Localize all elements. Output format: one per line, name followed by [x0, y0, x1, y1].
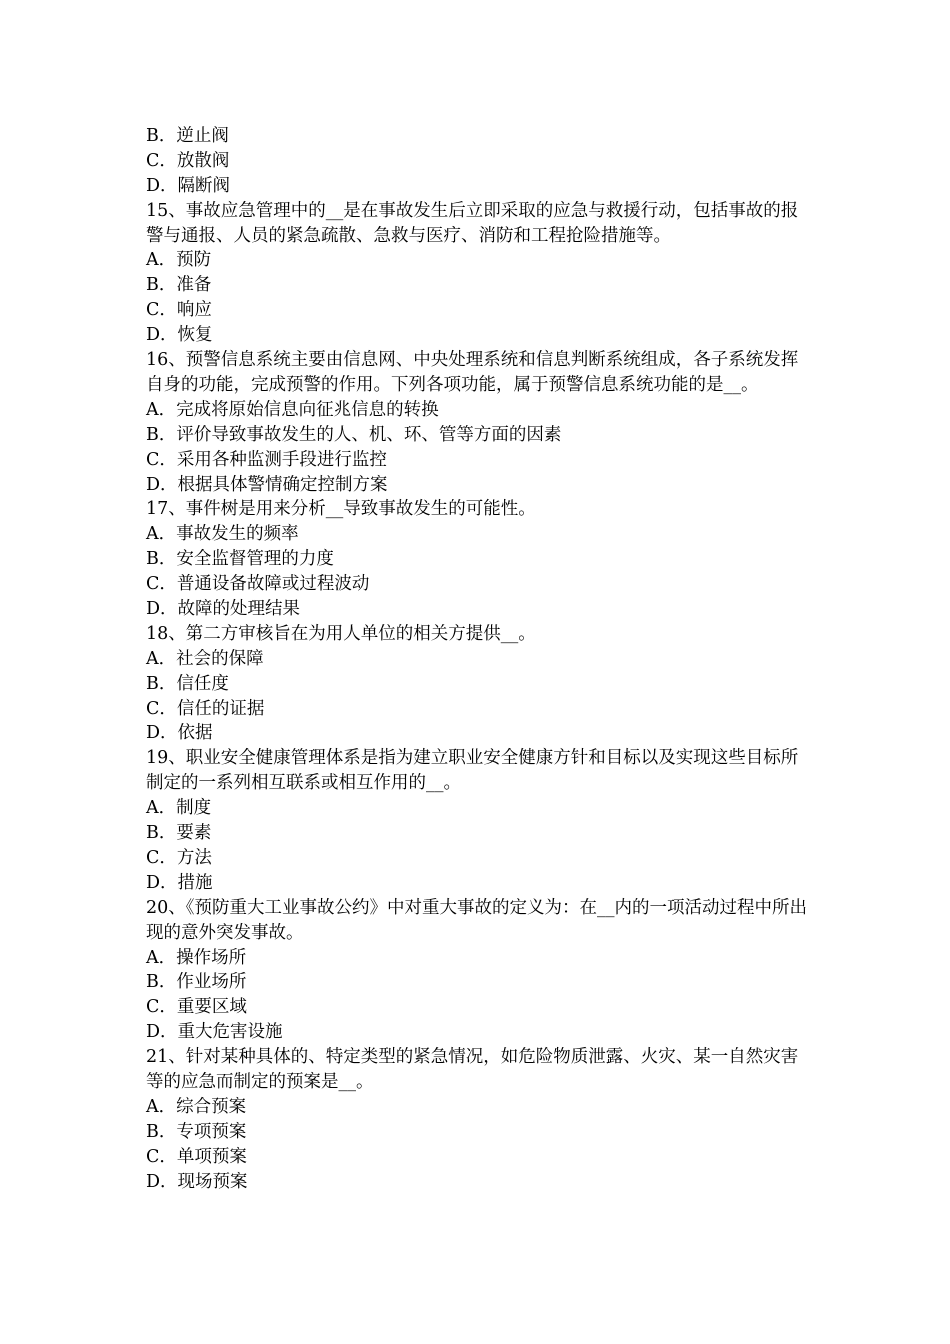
option-a: A．预防 — [146, 250, 212, 271]
question-text: 20、《预防重大工业事故公约》中对重大事故的定义为：在__内的一项活动过程中所出现的意外突发事故。 — [146, 897, 808, 943]
question-18 — [146, 622, 810, 746]
option-d: D．重大危害设施 — [146, 1022, 283, 1043]
option-d: D．依据 — [146, 723, 213, 744]
option-c: C．普通设备故障或过程波动 — [146, 574, 370, 595]
option-c: C．重要区域 — [146, 997, 247, 1018]
option-a: A．完成将原始信息向征兆信息的转换 — [146, 399, 439, 420]
option-c: C．单项预案 — [146, 1146, 247, 1167]
question-text: 21、针对某种具体的、特定类型的紧急情况，如危险物质泄露、火灾、某一自然灾害等的应急而制定的预案是__。 — [146, 1047, 799, 1093]
option-d: D．隔断阀 — [146, 175, 231, 196]
option-b: B．逆止阀 — [146, 126, 229, 146]
option-a: A．制度 — [146, 798, 212, 819]
question-text: 16、预警信息系统主要由信息网、中央处理系统和信息判断系统组成，各子系统发挥自身的功能，完成预警的作用。下列各项功能，属于预警信息系统功能的是__。 — [146, 350, 799, 395]
option-c: C．信任的证据 — [146, 698, 265, 719]
question-15 — [146, 199, 810, 348]
option-a: A．操作场所 — [146, 947, 247, 968]
option-c: C．方法 — [146, 847, 212, 868]
question-20 — [146, 896, 810, 1045]
question-19 — [146, 746, 810, 895]
question-text: 18、第二方审核旨在为用人单位的相关方提供__。 — [146, 623, 536, 644]
question-16 — [146, 348, 810, 497]
option-a: A．事故发生的频率 — [146, 524, 299, 545]
question-17 — [146, 497, 810, 621]
option-d: D．故障的处理结果 — [146, 599, 301, 619]
option-b: B．准备 — [146, 275, 212, 296]
option-b: B．要素 — [146, 823, 212, 844]
option-b: B．安全监督管理的力度 — [146, 549, 334, 570]
question-text: 15、事故应急管理中的__是在事故发生后立即采取的应急与救援行动，包括事故的报警与通报、人员的紧急疏散、急救与医疗、消防和工程抢险措施等。 — [146, 200, 799, 246]
option-c: C．采用各种监测手段进行监控 — [146, 449, 387, 470]
option-d: D．根据具体警情确定控制方案 — [146, 474, 388, 495]
question-text: 19、职业安全健康管理体系是指为建立职业安全健康方针和目标以及实现这些目标所制定的一系列相互联系或相互作用的__。 — [146, 748, 799, 794]
option-d: D．现场预案 — [146, 1171, 248, 1192]
question-text: 17、事件树是用来分析__导致事故发生的可能性。 — [146, 499, 536, 520]
option-c: C．放散阀 — [146, 150, 230, 171]
option-d: D．恢复 — [146, 325, 213, 346]
option-a: A．综合预案 — [146, 1096, 247, 1117]
option-d: D．措施 — [146, 872, 213, 893]
question-21 — [146, 1045, 810, 1194]
top-options — [146, 124, 810, 199]
option-a: A．社会的保障 — [146, 648, 264, 669]
option-b: B．信任度 — [146, 673, 229, 694]
option-b: B．专项预案 — [146, 1121, 247, 1142]
option-b: B．评价导致事故发生的人、机、环、管等方面的因素 — [146, 424, 562, 445]
document-content — [146, 124, 810, 1194]
option-b: B．作业场所 — [146, 972, 247, 993]
option-c: C．响应 — [146, 300, 212, 321]
